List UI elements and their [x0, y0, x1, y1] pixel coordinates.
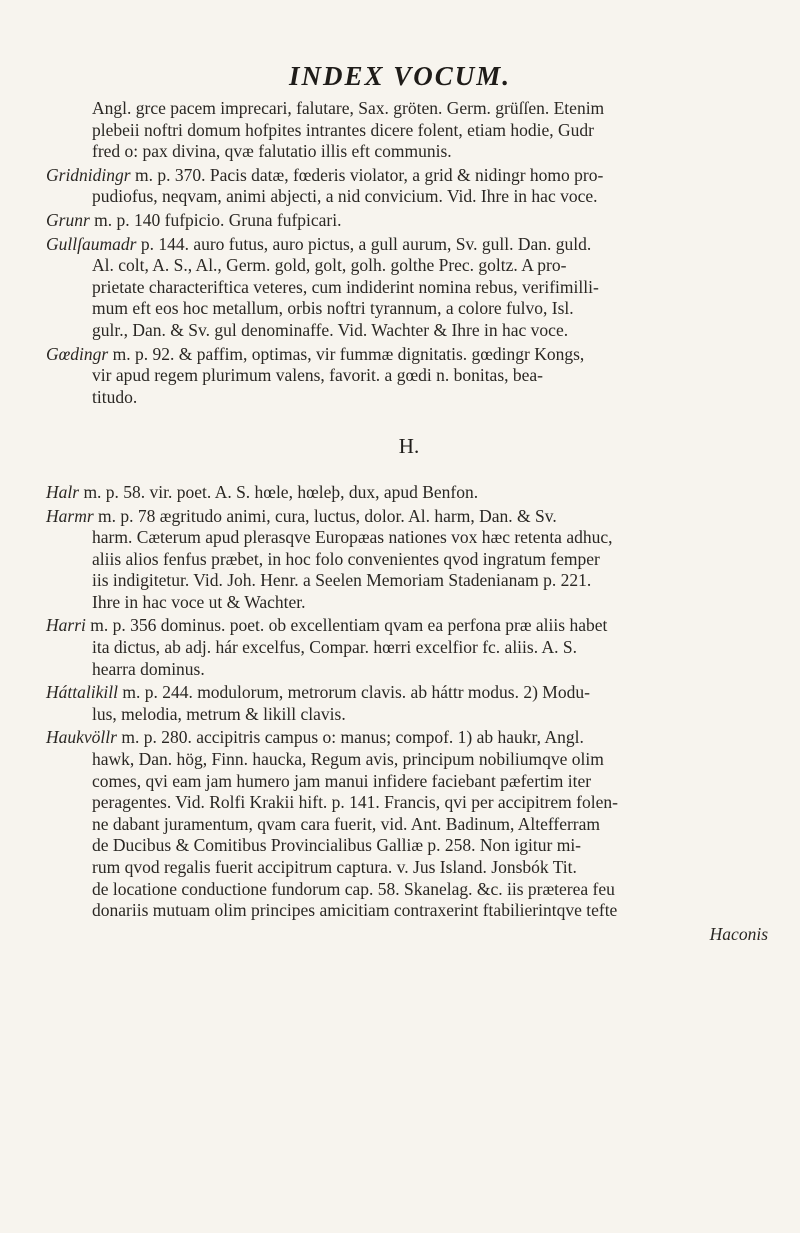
dictionary-entry: [46, 165, 772, 208]
section-letter: H.: [398, 434, 420, 459]
entry-line: prietate characteriftica veteres, cum indiderint nomina rebus, verifimilli-: [92, 276, 599, 297]
entry-line: m. p. 92. & paffim, optimas, vir fummæ dignitatis. gœdingr Kongs,: [112, 343, 585, 364]
index-text: [46, 98, 772, 945]
entry-line: lus, melodia, metrum & likill clavis.: [92, 703, 346, 724]
entries-g: [46, 98, 772, 408]
entry-line: Al. colt, A. S., Al., Germ. gold, golt, golh. golthe Prec. goltz. A pro-: [92, 255, 567, 276]
entry-line: plebeii noftri domum hofpites intrantes dicere folent, etiam hodie, Gudr: [92, 119, 595, 140]
entry-line: peragentes. Vid. Rolfi Krakii hift. p. 141. Francis, qvi per accipitrem folen-: [92, 792, 618, 813]
entry-line: m. p. 78 ægritudo animi, cura, luctus, dolor. Al. harm, Dan. & Sv.: [98, 505, 557, 526]
entry-headword: Grunr: [46, 209, 90, 230]
entry-line: Ihre in hac voce ut & Wachter.: [92, 591, 306, 612]
dictionary-entry: [46, 506, 772, 614]
dictionary-entry: [46, 98, 772, 163]
entry-line: m. p. 58. vir. poet. A. S. hœle, hœleþ, dux, apud Benfon.: [83, 481, 479, 502]
entry-line: iis indigitetur. Vid. Joh. Henr. a Seelen Memoriam Stadenianam p. 221.: [92, 570, 592, 591]
dictionary-entry: [46, 344, 772, 409]
entry-headword: Gullſaumadr: [46, 233, 137, 254]
entry-line: ita dictus, ab adj. hár excelfus, Compar. hœrri excelfior fc. aliis. A. S.: [92, 637, 578, 658]
entry-line: comes, qvi eam jam humero jam manui infidere faciebant pæfertim iter: [92, 770, 592, 791]
catchword: Haconis: [709, 923, 768, 944]
entry-line: titudo.: [92, 386, 138, 407]
entry-line: m. p. 244. modulorum, metrorum clavis. ab háttr modus. 2) Modu-: [122, 682, 590, 703]
entry-line: m. p. 370. Pacis datæ, fœderis violator, a grid & nidingr homo pro-: [134, 164, 604, 185]
entry-line: mum eft eos hoc metallum, orbis noftri tyrannum, a colore fulvo, Isl.: [92, 298, 574, 319]
entry-line: gulr., Dan. & Sv. gul denominaffe. Vid. Wachter & Ihre in hac voce.: [92, 319, 569, 340]
entry-headword: Gridnidingr: [46, 164, 131, 185]
dictionary-entry: [46, 727, 772, 921]
entry-headword: Gœdingr: [46, 343, 109, 364]
entry-line: hearra dominus.: [92, 658, 205, 679]
entry-line: vir apud regem plurimum valens, favorit. a gœdi n. bonitas, bea-: [92, 365, 543, 386]
entry-line: ne dabant juramentum, qvam cara fuerit, vid. Ant. Badinum, Altefferram: [92, 813, 600, 834]
entry-line: rum qvod regalis fuerit accipitrum captura. v. Jus Island. Jonsbók Tit.: [92, 857, 577, 877]
entry-line: donariis mutuam olim principes amicitiam contraxerint ftabilierintqve tefte: [92, 900, 618, 921]
dictionary-entry: [46, 234, 772, 342]
entry-line: m. p. 140 fufpicio. Gruna fufpicari.: [94, 209, 342, 230]
entry-line: aliis alios fenfus præbet, in hoc folo convenientes qvod ingratum femper: [92, 548, 600, 569]
dictionary-entry: [46, 682, 772, 725]
entry-line: de Ducibus & Comitibus Provincialibus Galliæ p. 258. Non igitur mi-: [92, 835, 582, 856]
dictionary-entry: [46, 210, 772, 232]
dictionary-entry: [46, 615, 772, 680]
dictionary-entry: [46, 482, 772, 504]
entry-headword: Haukvöllr: [46, 727, 117, 748]
entries-h: [46, 482, 772, 922]
entry-line: m. p. 280. accipitris campus o: manus; compof. 1) ab haukr, Angl.: [121, 727, 584, 748]
entry-line: m. p. 356 dominus. poet. ob excellentiam qvam ea perfona præ aliis habet: [90, 615, 608, 636]
entry-line: pudiofus, neqvam, animi abjecti, a nid convicium. Vid. Ihre in hac voce.: [92, 186, 598, 207]
entry-line: de locatione conductione fundorum cap. 58. Skanelag. &c. iis præterea feu: [92, 878, 615, 899]
running-head: INDEX VOCUM.: [288, 61, 512, 91]
entry-line: hawk, Dan. hög, Finn. haucka, Regum avis, principum nobiliumqve olim: [92, 749, 604, 770]
entry-headword: Halr: [46, 481, 80, 502]
entry-line: fred o: pax divina, qvæ falutatio illis eft communis.: [92, 141, 452, 162]
entry-line: harm. Cæterum apud plerasqve Europæas nationes vox hæc retenta adhuc,: [92, 527, 613, 548]
entry-line: Angl. grce pacem imprecari, falutare, Sax. gröten. Germ. grüſſen. Etenim: [92, 98, 605, 118]
entry-line: p. 144. auro futus, auro pictus, a gull aurum, Sv. gull. Dan. guld.: [140, 233, 592, 254]
entry-headword: Harri: [46, 615, 86, 636]
entry-headword: Háttalikill: [46, 682, 118, 703]
entry-headword: Harmr: [46, 505, 94, 526]
